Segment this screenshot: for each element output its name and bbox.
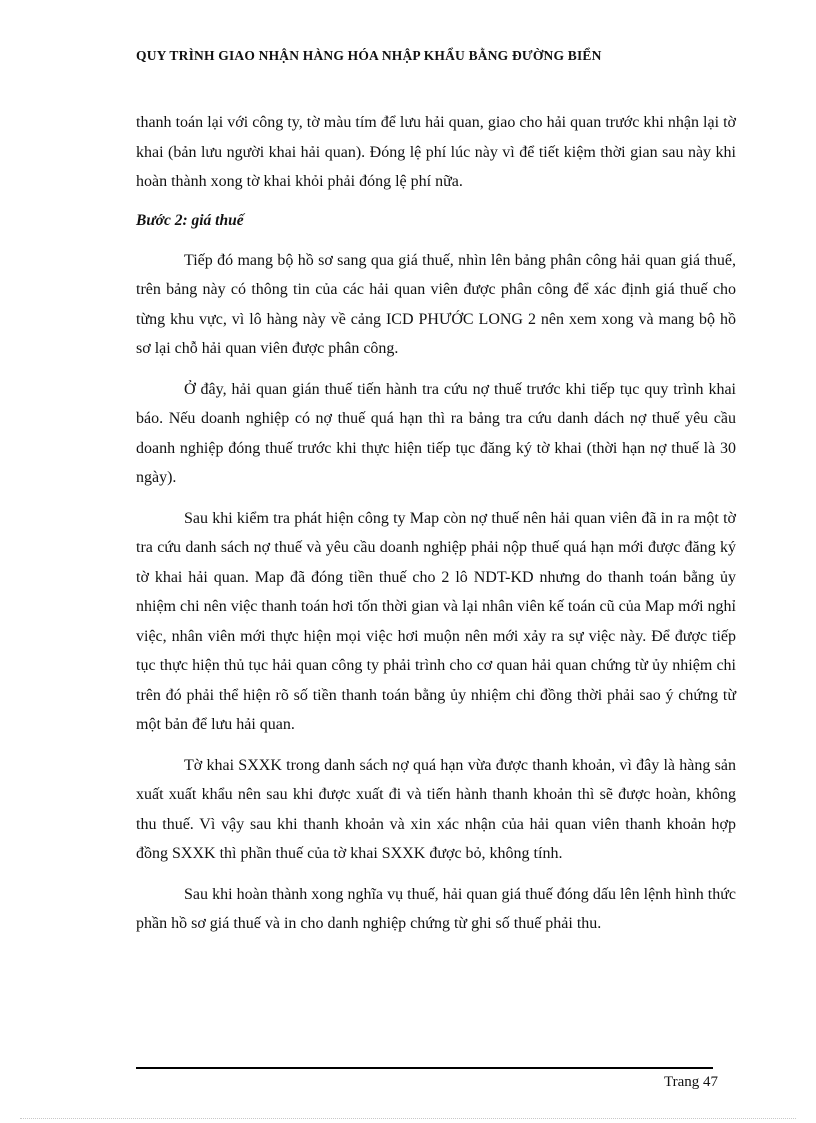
paragraph-1: Tiếp đó mang bộ hồ sơ sang qua giá thuế, nhìn lên bảng phân công hải quan giá thuế, trên bảng này có thông tin của các hải quan viên được phân công để xác định giá thuế cho từng khu vực, vì lô hàng này về cảng ICD PHƯỚC LONG 2 nên xem xong và mang bộ hồ sơ lại chỗ hải quan viên được phân công. <box>136 251 736 357</box>
page-bottom-border <box>20 1118 796 1119</box>
page-number: Trang 47 <box>664 1074 719 1090</box>
paragraph-5: Sau khi hoàn thành xong nghĩa vụ thuế, hải quan giá thuế đóng dấu lên lệnh hình thức phần hồ sơ giá thuế và in cho danh nghiệp chứng từ ghi số thuế phải thu. <box>136 885 736 932</box>
paragraph-4: Tờ khai SXXK trong danh sách nợ quá hạn vừa được thanh khoản, vì đây là hàng sản xuất xuất khẩu nên sau khi được xuất đi và tiến hành thanh khoản thì sẽ được hoàn, không thu thuế. Vì vậy sau khi thanh khoản và xin xác nhận của hải quan viên thanh khoản hợp đồng SXXK thì phần thuế của tờ khai SXXK được bỏ, không tính. <box>136 756 736 862</box>
document-body <box>136 108 736 950</box>
section-heading: Bước 2: giá thuế <box>136 211 244 229</box>
footer-divider <box>136 1067 713 1069</box>
page-header-title: QUY TRÌNH GIAO NHẬN HÀNG HÓA NHẬP KHẨU BẰNG ĐƯỜNG BIỂN <box>136 48 602 63</box>
paragraph-3: Sau khi kiểm tra phát hiện công ty Map còn nợ thuế nên hải quan viên đã in ra một tờ tra cứu danh sách nợ thuế và yêu cầu doanh nghiệp phải nộp thuế quá hạn mới được đăng ký tờ khai hải quan. Map đã đóng tiền thuế cho 2 lô NDT-KD nhưng do thanh toán bằng ủy nhiệm chi nên việc thanh toán hơi tốn thời gian và lại nhân viên kế toán cũ của Map mới nghỉ việc, nhân viên mới thực hiện mọi việc hơi muộn nên mới xảy ra sự việc này. Để được tiếp tục thực hiện thủ tục hải quan công ty phải trình cho cơ quan hải quan chứng từ ủy nhiệm chi trên đó phải thể hiện rõ số tiền thanh toán bằng ủy nhiệm chi đồng thời phải sao ý chứng từ một bản để lưu hải quan. <box>136 509 736 733</box>
paragraph-2: Ở đây, hải quan gián thuế tiến hành tra cứu nợ thuế trước khi tiếp tục quy trình khai báo. Nếu doanh nghiệp có nợ thuế quá hạn thì ra bảng tra cứu danh dách nợ thuế yêu cầu doanh nghiệp đóng thuế trước khi thực hiện tiếp tục đăng ký tờ khai (thời hạn nợ thuế là 30 ngày). <box>136 380 736 486</box>
paragraph-continuation: thanh toán lại với công ty, tờ màu tím để lưu hải quan, giao cho hải quan trước khi nhận lại tờ khai (bản lưu người khai hải quan). Đóng lệ phí lúc này vì để tiết kiệm thời gian sau này khi hoàn thành xong tờ khai khỏi phải đóng lệ phí nữa. <box>136 114 736 190</box>
